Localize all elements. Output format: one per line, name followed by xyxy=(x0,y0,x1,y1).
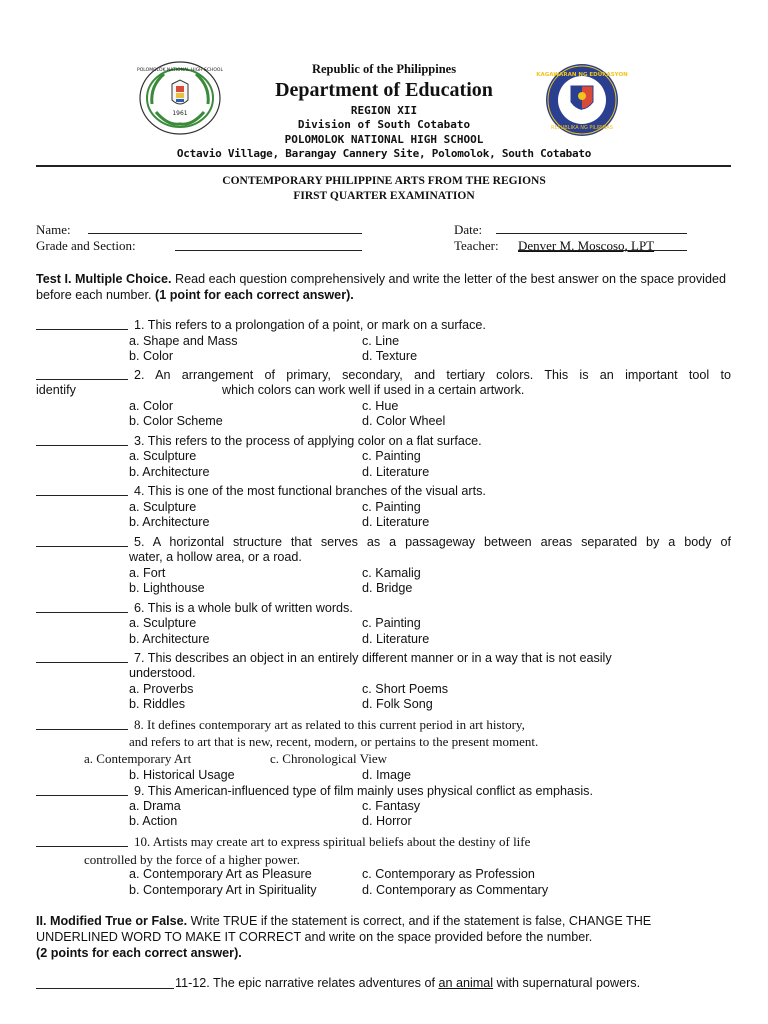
q5-text-line2: water, a hollow area, or a road. xyxy=(129,550,302,564)
q4-option-b: b. Architecture xyxy=(129,515,210,529)
q7-text-line2: understood. xyxy=(129,666,196,680)
q1-option-b: b. Color xyxy=(129,349,174,363)
q2-text-line2a: identify xyxy=(36,383,76,397)
test1-instruction-text: Read each question comprehensively and write the letter of the best answer on the space provided before each number. xyxy=(36,272,726,302)
q5-text-line1: 5. A horizontal structure that serves as a passageway between areas separated by a body of xyxy=(134,535,731,549)
q10-option-c: c. Contemporary as Profession xyxy=(362,867,535,881)
q9-option-c: c. Fantasy xyxy=(362,799,421,813)
q8-option-d: d. Image xyxy=(362,768,412,782)
date-field[interactable] xyxy=(496,233,687,234)
q3-option-d: d. Literature xyxy=(362,465,430,479)
q7-option-a: a. Proverbs xyxy=(129,682,194,696)
q8-option-b: b. Historical Usage xyxy=(129,768,235,782)
test2-title: II. Modified True or False. xyxy=(36,914,188,928)
q8-option-c: c. Chronological View xyxy=(270,751,388,766)
q11-text-post: with supernatural powers. xyxy=(496,976,641,990)
answer-blank-10[interactable] xyxy=(36,834,128,847)
q2-option-b: b. Color Scheme xyxy=(129,414,223,428)
test1-points: (1 point for each correct answer). xyxy=(155,288,354,302)
q6-option-d: d. Literature xyxy=(362,632,430,646)
test2-instructions xyxy=(36,913,733,961)
q5-option-b: b. Lighthouse xyxy=(129,581,205,595)
q4-option-d: d. Literature xyxy=(362,515,430,529)
q6-option-c: c. Painting xyxy=(362,616,421,630)
q9-option-d: d. Horror xyxy=(362,814,412,828)
q7-option-c: c. Short Poems xyxy=(362,682,449,696)
q5-option-a: a. Fort xyxy=(129,566,166,580)
school-seal-icon xyxy=(138,60,222,136)
q7-text-line1: 7. This describes an object in an entirely different manner or in a way that is not easily xyxy=(134,651,612,665)
q10-option-d: d. Contemporary as Commentary xyxy=(362,883,549,897)
q9-option-b: b. Action xyxy=(129,814,178,828)
header-address: Octavio Village, Barangay Cannery Site, Polomolok, South Cotabato xyxy=(176,147,592,160)
q11-underlined-word: an animal xyxy=(438,976,494,990)
answer-blank-9[interactable] xyxy=(36,783,128,796)
svg-text:KAGAWARAN NG EDUKASYON: KAGAWARAN NG EDUKASYON xyxy=(536,72,628,78)
answer-blank-7[interactable] xyxy=(36,650,128,663)
q10-option-a: a. Contemporary Art as Pleasure xyxy=(129,867,312,881)
q3-text: 3. This refers to the process of applying color on a flat surface. xyxy=(134,434,482,448)
q10-text-line1: 10. Artists may create art to express spiritual beliefs about the destiny of life xyxy=(134,834,531,849)
q2-text-line1: 2. An arrangement of primary, secondary, and tertiary colors. This is an important tool to xyxy=(134,368,731,382)
q1-option-d: d. Texture xyxy=(362,349,418,363)
q6-option-b: b. Architecture xyxy=(129,632,210,646)
date-label: Date: xyxy=(454,222,483,237)
header-school: POLOMOLOK NATIONAL HIGH SCHOOL xyxy=(284,133,484,146)
q4-option-c: c. Painting xyxy=(362,500,421,514)
q3-option-b: b. Architecture xyxy=(129,465,210,479)
q8-text-line2: and refers to art that is new, recent, modern, or pertains to the present moment. xyxy=(129,734,539,749)
q9-text: 9. This American-influenced type of film mainly uses physical conflict as emphasis. xyxy=(134,784,593,798)
q2-text-line2b: which colors can work well if used in a certain artwork. xyxy=(222,383,525,397)
name-field[interactable] xyxy=(88,233,362,234)
q2-option-d: d. Color Wheel xyxy=(362,414,446,428)
answer-blank-2[interactable] xyxy=(36,367,128,380)
q9-option-a: a. Drama xyxy=(129,799,181,813)
answer-blank-6[interactable] xyxy=(36,600,128,613)
svg-text:POLOMOLOK NATIONAL HIGH SCHOOL: POLOMOLOK NATIONAL HIGH SCHOOL xyxy=(137,68,223,73)
teacher-label: Teacher: xyxy=(454,238,499,253)
q6-option-a: a. Sculpture xyxy=(129,616,197,630)
header-divider xyxy=(36,165,731,167)
exam-subject: CONTEMPORARY PHILIPPINE ARTS FROM THE REGIONS xyxy=(222,175,546,187)
answer-blank-1[interactable] xyxy=(36,317,128,330)
teacher-value: Denver M. Moscoso, LPT xyxy=(518,238,655,253)
q5-option-d: d. Bridge xyxy=(362,581,413,595)
grade-label: Grade and Section: xyxy=(36,238,136,253)
q1-text: 1. This refers to a prolongation of a point, or mark on a surface. xyxy=(134,318,486,332)
answer-blank-4[interactable] xyxy=(36,483,128,496)
q8-option-a: a. Contemporary Art xyxy=(84,751,192,766)
grade-field[interactable] xyxy=(175,250,362,251)
answer-blank-8[interactable] xyxy=(36,717,128,730)
name-label: Name: xyxy=(36,222,71,237)
test2-points: (2 points for each correct answer). xyxy=(36,946,242,960)
header-republic: Republic of the Philippines xyxy=(311,62,457,76)
q3-option-c: c. Painting xyxy=(362,449,421,463)
q7-option-d: d. Folk Song xyxy=(362,697,433,711)
q4-option-a: a. Sculpture xyxy=(129,500,197,514)
exam-quarter: FIRST QUARTER EXAMINATION xyxy=(293,190,475,202)
q1-option-a: a. Shape and Mass xyxy=(129,334,238,348)
q11-text-pre: 11-12. The epic narrative relates adventures of xyxy=(175,976,435,990)
q6-text: 6. This is a whole bulk of written words. xyxy=(134,601,353,615)
header-division: Division of South Cotabato xyxy=(297,118,471,131)
q3-option-a: a. Sculpture xyxy=(129,449,197,463)
q2-option-a: a. Color xyxy=(129,399,174,413)
q4-text: 4. This is one of the most functional branches of the visual arts. xyxy=(134,484,486,498)
deped-seal-icon xyxy=(536,62,628,138)
q7-option-b: b. Riddles xyxy=(129,697,186,711)
q8-text-line1: 8. It defines contemporary art as related to this current period in art history, xyxy=(134,717,525,732)
test2-instruction-text: Write TRUE if the statement is correct, and if the statement is false, CHANGE THE UNDERLINED WORD TO MAKE IT CORRECT and write on the space provided before the number. xyxy=(36,914,652,944)
answer-blank-11-12[interactable] xyxy=(36,976,174,989)
answer-blank-5[interactable] xyxy=(36,534,128,547)
answer-blank-3[interactable] xyxy=(36,433,128,446)
header-department: Department of Education xyxy=(275,79,493,101)
q11-text xyxy=(175,976,640,990)
test1-instructions xyxy=(36,271,731,303)
q10-option-b: b. Contemporary Art in Spirituality xyxy=(129,883,317,897)
q10-text-line2: controlled by the force of a higher power. xyxy=(84,852,300,867)
svg-text:REPUBLIKA NG PILIPINAS: REPUBLIKA NG PILIPINAS xyxy=(551,125,613,131)
q2-option-c: c. Hue xyxy=(362,399,399,413)
q1-option-c: c. Line xyxy=(362,334,400,348)
teacher-field[interactable] xyxy=(518,250,687,251)
test1-title: Test I. Multiple Choice. xyxy=(36,272,172,286)
header-region: REGION XII xyxy=(350,104,418,117)
svg-text:1961: 1961 xyxy=(172,110,188,117)
q5-option-c: c. Kamalig xyxy=(362,566,421,580)
